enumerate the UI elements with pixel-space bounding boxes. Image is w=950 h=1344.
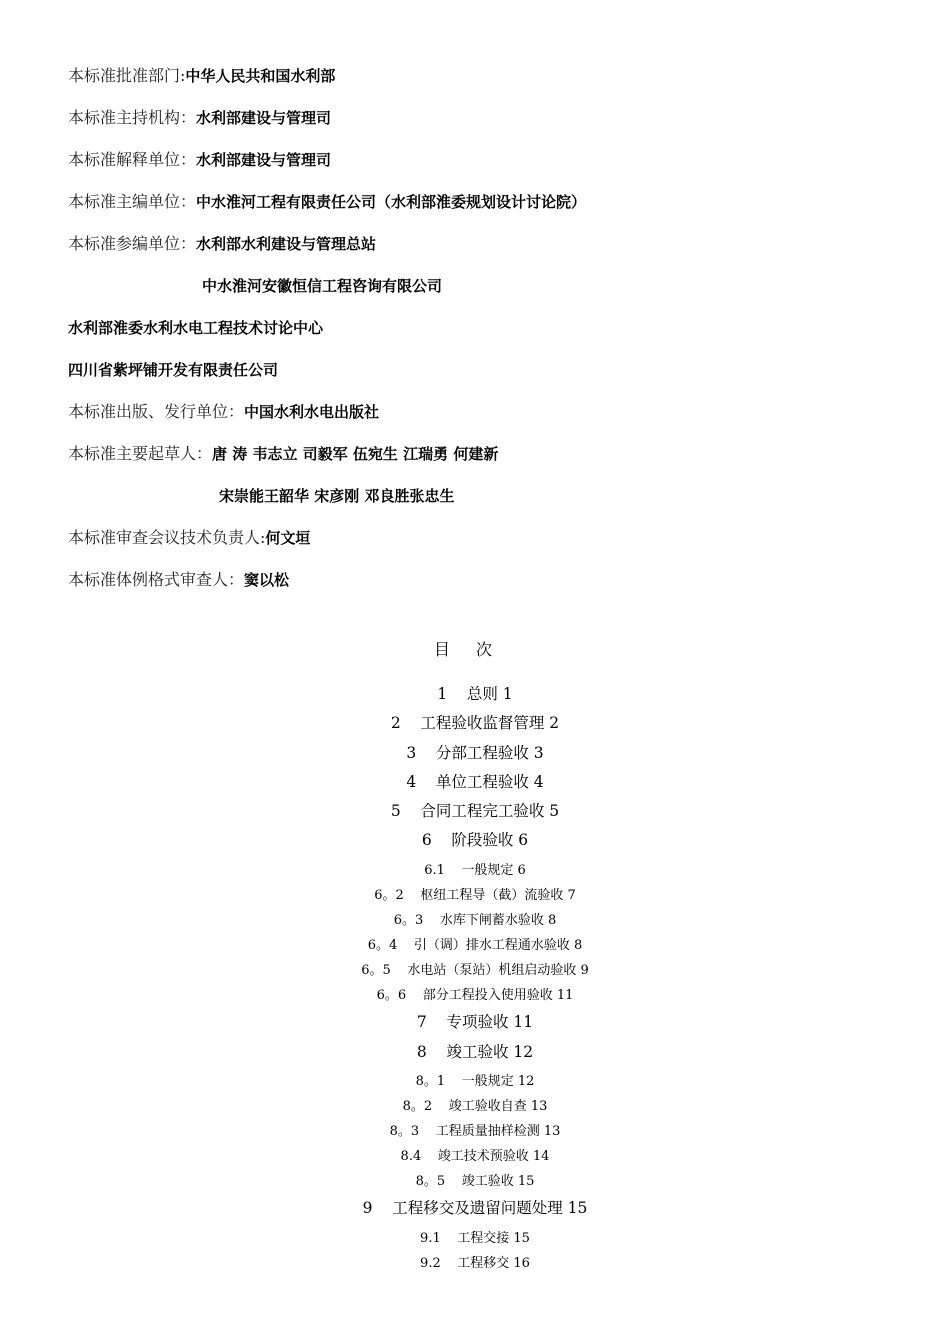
toc-section: 9.1 工程交接 15 — [420, 1230, 530, 1246]
info-value: 四川省紫坪铺开发有限责任公司 — [68, 361, 279, 379]
toc-section: 8。5 竣工验收 15 — [415, 1174, 535, 1190]
info-value: 水利部建设与管理司 — [196, 109, 332, 127]
info-row — [68, 272, 908, 314]
toc-chapter: 2 工程验收监督管理 2 — [390, 714, 560, 733]
toc-section: 6。6 部分工程投入使用验收 11 — [376, 988, 574, 1004]
info-row — [68, 314, 908, 356]
info-label: 本标准参编单位： — [68, 234, 197, 253]
standard-info-block — [68, 62, 908, 608]
info-row — [68, 524, 908, 566]
toc-section: 6。4 引（调）排水工程通水验收 8 — [367, 938, 583, 954]
toc-chapter: 8 竣工验收 12 — [416, 1042, 534, 1061]
info-value: 中国水利水电出版社 — [244, 403, 380, 421]
toc-chapter: 4 单位工程验收 4 — [406, 772, 544, 791]
info-row — [68, 356, 908, 398]
toc-section: 9.2 工程移交 16 — [420, 1255, 530, 1271]
toc-section: 8。3 工程质量抽样检测 13 — [389, 1124, 561, 1140]
info-label: 本标准主要起草人： — [68, 444, 213, 463]
info-value: 宋崇能王韶华 宋彦刚 邓良胜张忠生 — [219, 487, 455, 505]
info-row — [68, 62, 908, 104]
toc-chapter: 7 专项验收 11 — [416, 1013, 534, 1032]
table-of-contents — [0, 636, 950, 1276]
info-row — [68, 230, 908, 272]
toc-list — [0, 680, 950, 1276]
info-value: 何文垣 — [265, 529, 311, 547]
toc-section: 6。3 水库下闸蓄水验收 8 — [393, 912, 557, 928]
toc-section: 8。2 竣工验收自查 13 — [402, 1099, 548, 1115]
info-value: 中水淮河安徽恒信工程咨询有限公司 — [202, 277, 443, 295]
info-value: 中水淮河工程有限责任公司（水利部淮委规划设计讨论院） — [196, 193, 587, 211]
info-label: 本标准主编单位： — [68, 192, 197, 211]
toc-section: 6.1 一般规定 6 — [424, 862, 526, 878]
toc-title: 目次 — [433, 640, 518, 659]
info-label: 本标准解释单位： — [68, 150, 197, 169]
info-label: 本标准出版、发行单位： — [68, 402, 245, 421]
toc-section: 6。5 水电站（泵站）机组启动验收 9 — [361, 963, 589, 979]
toc-section: 8.4 竣工技术预验收 14 — [400, 1149, 550, 1165]
info-value: 唐 涛 韦志立 司毅军 伍宛生 江瑞勇 何建新 — [212, 445, 499, 463]
toc-section: 8。1 一般规定 12 — [415, 1073, 535, 1089]
info-label: 本标准审查会议技术负责人: — [68, 528, 266, 547]
toc-chapter: 5 合同工程完工验收 5 — [390, 802, 560, 821]
info-value: 水利部建设与管理司 — [196, 151, 332, 169]
info-row — [68, 482, 908, 524]
info-value: 水利部水利建设与管理总站 — [196, 235, 377, 253]
toc-chapter: 9 工程移交及遗留问题处理 15 — [362, 1199, 588, 1218]
info-value: 窦以松 — [244, 571, 290, 589]
info-row — [68, 146, 908, 188]
toc-chapter: 6 阶段验收 6 — [421, 831, 529, 850]
info-value: 水利部淮委水利水电工程技术讨论中心 — [68, 319, 324, 337]
toc-chapter: 1 总则 1 — [437, 685, 513, 703]
info-row — [68, 104, 908, 146]
info-row — [68, 440, 908, 482]
info-row — [68, 398, 908, 440]
info-value: 中华人民共和国水利部 — [185, 67, 336, 85]
info-row — [68, 566, 908, 608]
toc-section: 6。2 枢纽工程导（截）流验收 7 — [374, 887, 576, 903]
toc-chapter: 3 分部工程验收 3 — [406, 743, 544, 762]
info-label: 本标准体例格式审查人： — [68, 570, 245, 589]
info-label: 本标准批准部门: — [68, 66, 186, 85]
info-label: 本标准主持机构： — [68, 108, 197, 127]
info-row — [68, 188, 908, 230]
